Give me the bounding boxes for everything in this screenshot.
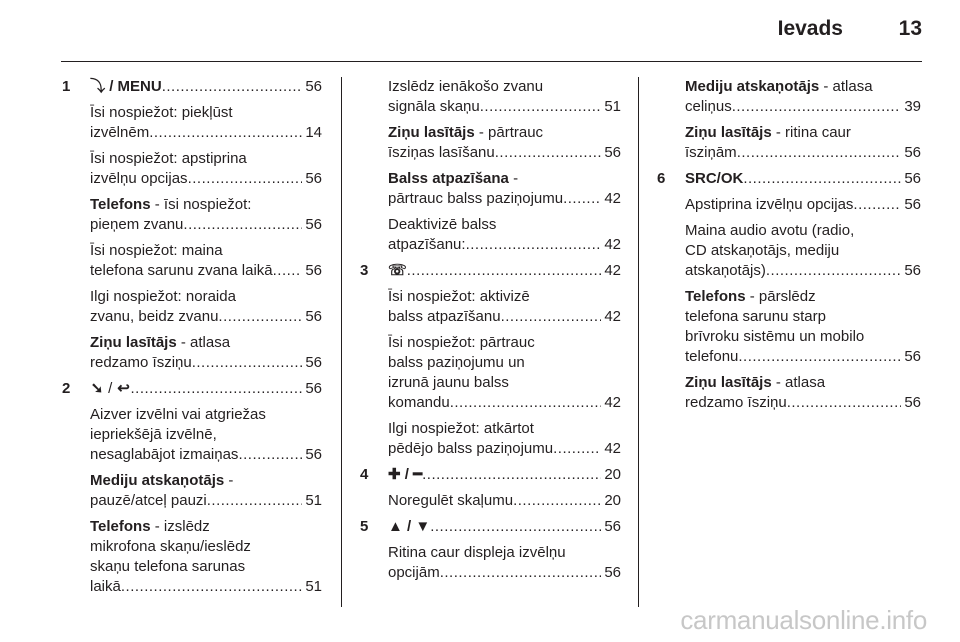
entry-text: atskaņotājs) [685, 262, 766, 279]
sub-entry [62, 333, 322, 373]
page-header [0, 0, 960, 62]
index-entry-5 [360, 517, 621, 537]
entry-text: laikā [90, 578, 121, 595]
entry-text: Īsi nospiežot: apstiprina [90, 150, 247, 167]
page-ref: 56 [305, 354, 322, 371]
entry-text: - [224, 472, 234, 489]
page-ref: 56 [904, 394, 921, 411]
page-ref: 56 [305, 308, 322, 325]
entry-text: zvanu, beidz zvanu [90, 308, 219, 325]
entry-text: skaņu telefona sarunas [90, 558, 246, 575]
key-label: / MENU [109, 78, 162, 95]
sub-entry [62, 405, 322, 465]
page-ref: 56 [305, 78, 322, 95]
sub-entry [62, 517, 322, 597]
entry-bold: Mediju atskaņotājs [90, 472, 225, 489]
sub-entry [62, 103, 322, 143]
sub-entry [62, 471, 322, 511]
sub-entry [657, 287, 921, 367]
index-column-3 [657, 77, 921, 419]
key-label: SRC/OK [685, 170, 744, 187]
sub-entry [360, 333, 621, 413]
entry-text: - pārslēdz [745, 288, 816, 305]
page-ref: 56 [904, 348, 921, 365]
header-rule [61, 61, 922, 62]
entry-text: Ilgi nospiežot: atkārtot [388, 420, 534, 437]
volume-plus-minus-icon: ✚ / ━ [388, 466, 423, 483]
page-ref: 42 [604, 440, 621, 457]
sub-entry [657, 195, 921, 215]
index-entry-6 [657, 169, 921, 189]
sub-entry [62, 195, 322, 235]
entry-text: īsziņām [685, 144, 737, 161]
entry-bold: Balss atpazīšana [388, 170, 509, 187]
page-ref: 56 [904, 196, 921, 213]
sub-entry [360, 123, 621, 163]
sub-entry [657, 373, 921, 413]
entry-text: izvēlnēm [90, 124, 150, 141]
page-ref: 56 [305, 446, 322, 463]
entry-text: mikrofona skaņu/ieslēdz [90, 538, 251, 555]
sub-entry [657, 123, 921, 163]
entry-bold: Ziņu lasītājs [685, 124, 772, 141]
sub-entry [62, 287, 322, 327]
sub-entry [360, 419, 621, 459]
entry-text: - atlasa [176, 334, 231, 351]
sub-entry [657, 77, 921, 117]
entry-text: pauzē/atceļ pauzi [90, 492, 207, 509]
page-ref: 39 [904, 98, 921, 115]
entry-text: pēdējo balss paziņojumu [388, 440, 554, 457]
entry-text: brīvroku sistēmu un mobilo [685, 328, 865, 345]
page-ref: 14 [305, 124, 322, 141]
entry-text: Aizver izvēlni vai atgriežas [90, 406, 266, 423]
sub-entry [360, 77, 621, 117]
entry-text: - [508, 170, 519, 187]
column-divider-1 [341, 77, 342, 607]
index-column-1 [62, 77, 322, 603]
entry-bold: Telefons [685, 288, 746, 305]
entry-text: īsziņas lasīšanu [388, 144, 495, 161]
up-down-arrow-icon: ▲ / ▼ [388, 518, 431, 535]
entry-text: celiņus [685, 98, 732, 115]
entry-text: Izslēdz ienākošo zvanu [388, 78, 544, 95]
watermark-text: carmanualsonline.info [680, 605, 927, 635]
entry-text: Maina audio avotu (radio, [685, 222, 855, 239]
page-ref: 51 [604, 98, 621, 115]
entry-text: izvēlņu opcijas [90, 170, 188, 187]
page-ref: 51 [305, 492, 322, 509]
column-divider-2 [638, 77, 639, 607]
page-ref: 42 [604, 394, 621, 411]
index-entry-3 [360, 261, 621, 281]
entry-text: telefona sarunu zvana laikā [90, 262, 273, 279]
entry-text: Īsi nospiežot: aktivizē [388, 288, 530, 305]
entry-bold: Telefons [90, 196, 151, 213]
entry-text: - ritina caur [771, 124, 851, 141]
entry-text: redzamo īsziņu [90, 354, 192, 371]
sub-entry [62, 149, 322, 189]
entry-text: - atlasa [819, 78, 873, 95]
index-entry-1 [62, 77, 322, 97]
entry-text: Apstiprina izvēlņu opcijas [685, 196, 854, 213]
entry-text: - pārtrauc [474, 124, 544, 141]
sub-entry [62, 241, 322, 281]
mute-icon: ➘ [90, 380, 104, 397]
page-ref: 56 [604, 518, 621, 535]
sub-entry [360, 491, 621, 511]
entry-text: Ritina caur displeja izvēlņu [388, 544, 566, 561]
entry-text: izrunā jaunu balss [388, 374, 509, 391]
entry-text: - atlasa [771, 374, 826, 391]
sub-entry [360, 215, 621, 255]
entry-number: 5 [360, 518, 369, 535]
entry-text: signāla skaņu [388, 98, 480, 115]
page-title: Ievads [777, 17, 843, 40]
entry-text: CD atskaņotājs, mediju [685, 242, 840, 259]
page-ref: 56 [904, 170, 921, 187]
entry-text: balss atpazīšanu [388, 308, 501, 325]
separator: / [104, 380, 117, 397]
entry-text: Noregulēt skaļumu [388, 492, 514, 509]
entry-text: balss paziņojumu un [388, 354, 525, 371]
entry-text: iepriekšējā izvēlnē, [90, 426, 217, 443]
entry-text: telefona sarunu starp [685, 308, 826, 325]
entry-text: telefonu [685, 348, 739, 365]
entry-heading [90, 77, 322, 97]
entry-bold: Mediju atskaņotājs [685, 78, 820, 95]
page-ref: 56 [904, 262, 921, 279]
entry-text: opcijām [388, 564, 440, 581]
entry-number: 3 [360, 262, 369, 279]
page-ref: 56 [604, 564, 621, 581]
page-ref: 20 [604, 466, 621, 483]
page-ref: 56 [305, 380, 322, 397]
entry-text: Deaktivizē balss [388, 216, 497, 233]
sub-entry [360, 169, 621, 209]
page-ref: 56 [305, 216, 322, 233]
entry-text: - īsi nospiežot: [150, 196, 252, 213]
page-ref: 20 [604, 492, 621, 509]
page-ref: 42 [604, 190, 621, 207]
entry-bold: Ziņu lasītājs [90, 334, 177, 351]
sub-entry [360, 543, 621, 583]
entry-bold: Ziņu lasītājs [685, 374, 772, 391]
entry-text: nesaglabājot izmaiņas [90, 446, 239, 463]
sub-entry [657, 221, 921, 281]
entry-bold: Ziņu lasītājs [388, 124, 475, 141]
entry-number: 4 [360, 466, 369, 483]
page-ref: 42 [604, 236, 621, 253]
phone-answer-icon: ⤵ [90, 78, 106, 95]
page-ref: 42 [604, 262, 621, 279]
page-ref: 56 [305, 170, 322, 187]
sub-entry [360, 287, 621, 327]
entry-text: Ilgi nospiežot: noraida [90, 288, 236, 305]
page-ref: 42 [604, 308, 621, 325]
page-ref: 56 [305, 262, 322, 279]
entry-text: Īsi nospiežot: piekļūst [90, 104, 233, 121]
page-ref: 51 [305, 578, 322, 595]
page-ref: 56 [604, 144, 621, 161]
page-number: 13 [898, 17, 922, 40]
voice-icon: ☏ [388, 262, 407, 279]
page-ref: 56 [904, 144, 921, 161]
entry-text: atpazīšanu: [388, 236, 466, 253]
entry-text: - izslēdz [150, 518, 210, 535]
entry-text: pieņem zvanu [90, 216, 184, 233]
entry-text: komandu [388, 394, 450, 411]
index-column-2 [360, 77, 621, 589]
entry-text: redzamo īsziņu [685, 394, 787, 411]
entry-bold: Telefons [90, 518, 151, 535]
index-entry-2 [62, 379, 322, 399]
entry-number: 1 [62, 78, 71, 95]
entry-text: Īsi nospiežot: pārtrauc [388, 334, 535, 351]
entry-number: 2 [62, 380, 71, 397]
entry-text: pārtrauc balss paziņojumu [388, 190, 564, 207]
back-arrow-icon: ↩ [117, 380, 130, 397]
entry-text: Īsi nospiežot: maina [90, 242, 223, 259]
entry-number: 6 [657, 170, 666, 187]
index-entry-4 [360, 465, 621, 485]
